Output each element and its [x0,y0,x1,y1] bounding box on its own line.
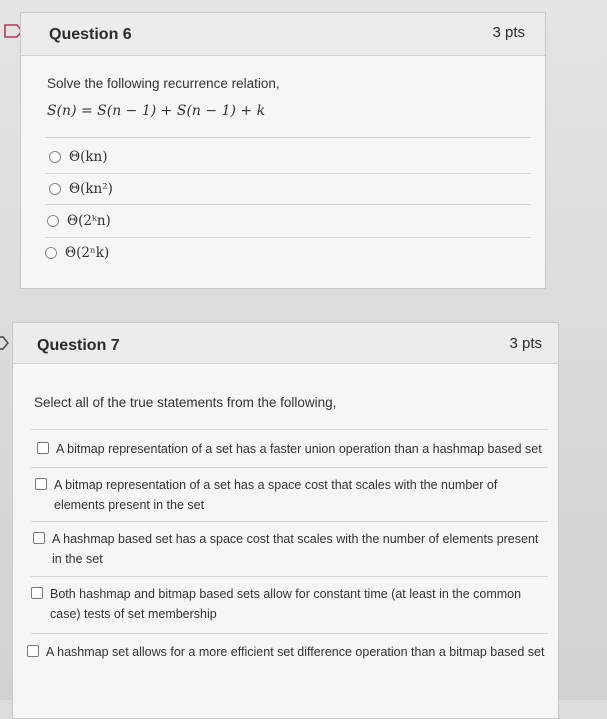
answer-option[interactable] [31,584,541,624]
divider [45,204,531,205]
divider [31,467,548,468]
checkbox[interactable] [33,532,45,544]
divider [31,521,548,522]
question-prompt: Select all of the true statements from the following, [34,395,337,410]
checkbox[interactable] [37,442,49,454]
question-points: 3 pts [509,335,542,352]
answer-option-label: A hashmap based set has a space cost that scales with the number of elements present in the set [52,532,539,566]
divider [31,633,548,634]
question-header [21,13,545,56]
radio-button[interactable] [49,183,61,195]
checkbox[interactable] [27,645,39,657]
question-6-card [20,12,546,289]
answer-option-label: Θ(kn) [69,149,108,165]
answer-option-label: A bitmap representation of a set has a space cost that scales with the number of elements present in the set [54,478,498,512]
checkbox[interactable] [35,478,47,490]
answer-option-label: Both hashmap and bitmap based sets allow for constant time (at least in the common case) tests of set membership [50,587,522,621]
checkbox[interactable] [31,587,43,599]
recurrence-equation: S(n) = S(n − 1) + S(n − 1) + k [47,103,266,119]
answer-option[interactable] [49,181,113,197]
divider [31,576,548,577]
answer-option-label: Θ(2ᵏn) [67,213,111,229]
answer-option[interactable] [49,149,107,165]
divider [31,429,548,430]
radio-button[interactable] [47,215,59,227]
divider [45,173,531,174]
flag-question-icon[interactable] [0,336,10,350]
answer-option[interactable] [35,475,505,515]
radio-button[interactable] [45,247,57,259]
answer-option-label: Θ(kn²) [69,181,113,197]
answer-option[interactable] [27,642,552,662]
answer-option[interactable] [37,439,547,459]
divider [45,137,531,138]
question-prompt: Solve the following recurrence relation, [47,76,280,91]
answer-option-label: Θ(2ⁿk) [65,245,110,261]
question-points: 3 pts [492,24,525,41]
question-title: Question 7 [37,337,120,354]
answer-option[interactable] [45,245,109,261]
question-7-card [12,322,559,719]
question-title: Question 6 [49,26,132,43]
divider [45,237,531,238]
radio-button[interactable] [49,151,61,163]
question-header [13,323,558,364]
answer-option[interactable] [47,213,111,229]
answer-option-label: A bitmap representation of a set has a faster union operation than a hashmap based set [56,442,542,456]
answer-option-label: A hashmap set allows for a more efficient set difference operation than a bitmap based set [46,645,545,659]
answer-option[interactable] [33,529,548,569]
